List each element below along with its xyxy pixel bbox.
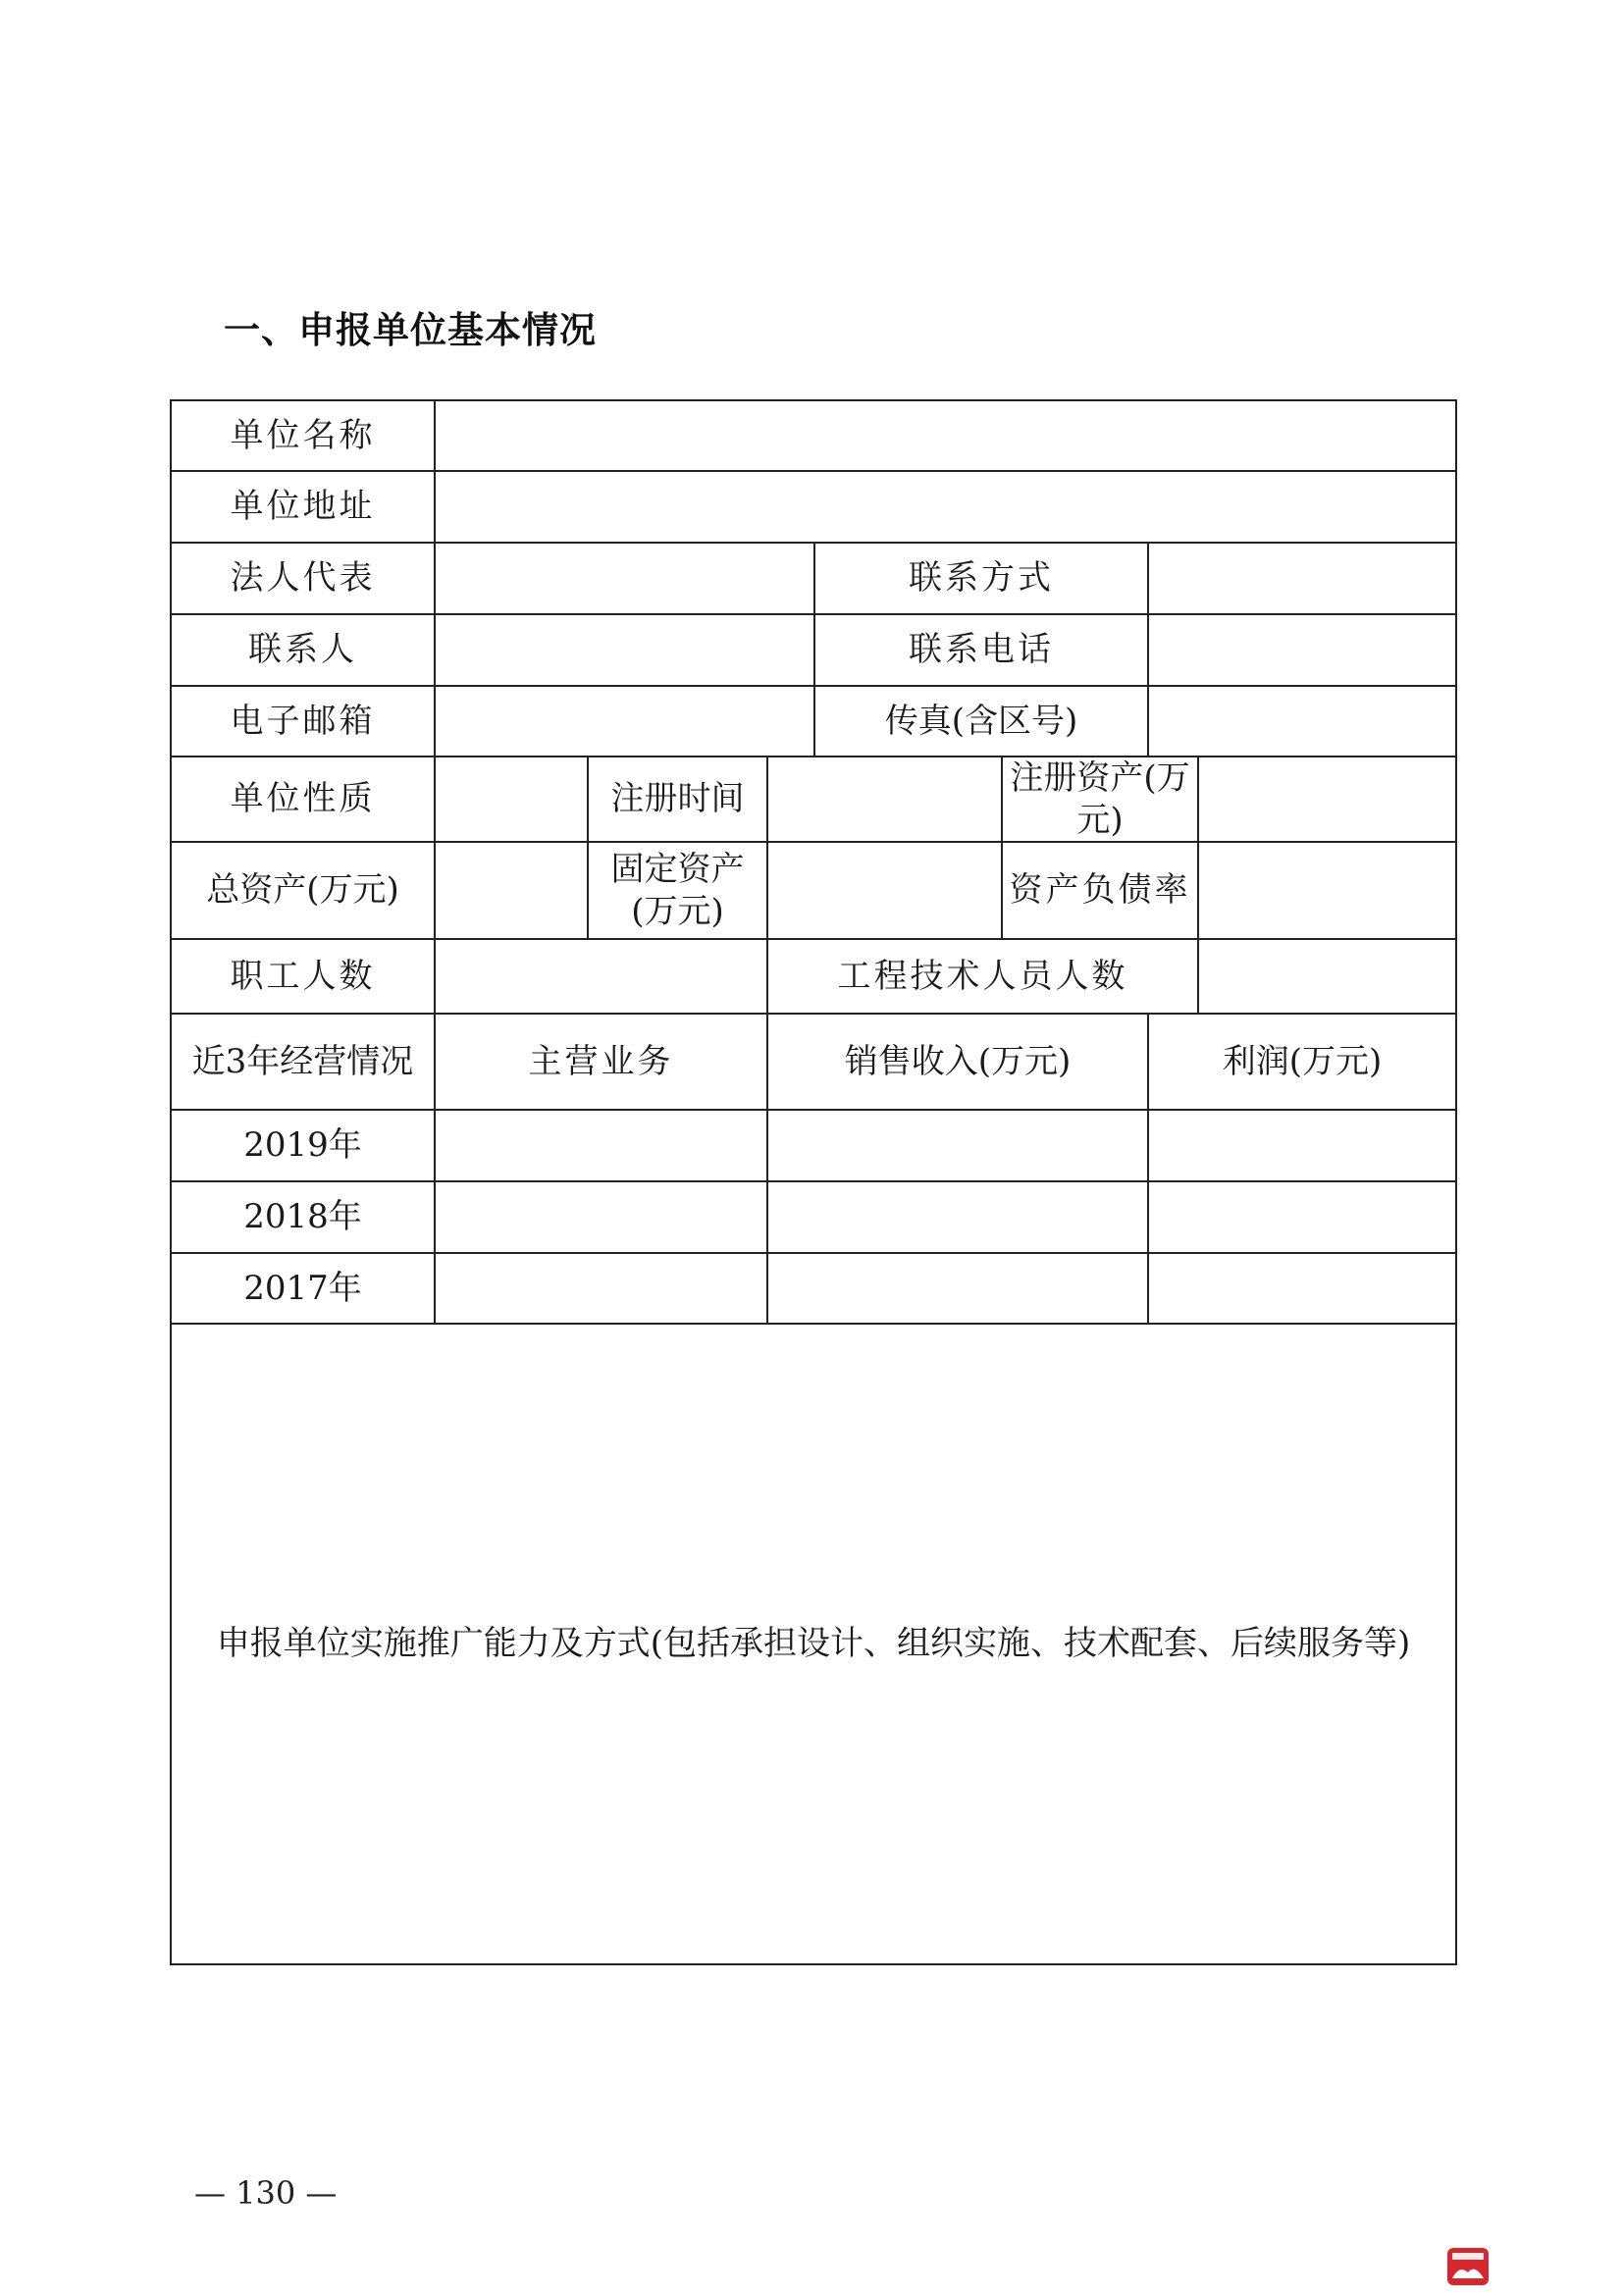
row-contact-person <box>171 614 1456 686</box>
field-sales-2017[interactable] <box>767 1253 1148 1324</box>
label-promotion: 申报单位实施推广能力及方式(包括承担设计、组织实施、技术配套、后续服务等) <box>216 1624 1411 1664</box>
label-tech-staff: 工程技术人员人数 <box>767 939 1198 1014</box>
label-recent-ops: 近3年经营情况 <box>171 1014 435 1110</box>
field-unit-nature[interactable] <box>435 757 588 842</box>
label-email: 电子邮箱 <box>171 686 435 757</box>
field-main-business-2018[interactable] <box>435 1181 767 1253</box>
field-contact-person[interactable] <box>435 614 814 686</box>
seal-stamp-icon <box>1446 2247 1490 2286</box>
label-fixed-assets-line1: 固定资产 <box>610 850 745 889</box>
field-contact-phone[interactable] <box>1148 614 1456 686</box>
label-unit-address: 单位地址 <box>171 471 435 543</box>
label-contact-phone: 联系电话 <box>814 614 1148 686</box>
basic-info-table <box>170 399 1457 1965</box>
row-ops-header <box>171 1014 1456 1110</box>
field-sales-2019[interactable] <box>767 1110 1148 1181</box>
row-promotion <box>171 1324 1456 1964</box>
field-tech-staff[interactable] <box>1198 939 1456 1014</box>
header-main-business: 主营业务 <box>435 1014 767 1110</box>
field-debt-ratio[interactable] <box>1198 842 1456 939</box>
row-email <box>171 686 1456 757</box>
label-unit-nature: 单位性质 <box>171 757 435 842</box>
field-email[interactable] <box>435 686 814 757</box>
label-debt-ratio: 资产负债率 <box>1002 842 1198 939</box>
label-fax: 传真(含区号) <box>814 686 1148 757</box>
field-profit-2017[interactable] <box>1148 1253 1456 1324</box>
label-employees: 职工人数 <box>171 939 435 1014</box>
label-reg-time: 注册时间 <box>588 757 767 842</box>
header-sales-revenue: 销售收入(万元) <box>767 1014 1148 1110</box>
field-sales-2018[interactable] <box>767 1181 1148 1253</box>
row-employees <box>171 939 1456 1014</box>
field-promotion-capability[interactable] <box>171 1324 1456 1964</box>
field-fixed-assets[interactable] <box>767 842 1002 939</box>
field-total-assets[interactable] <box>435 842 588 939</box>
field-main-business-2019[interactable] <box>435 1110 767 1181</box>
field-reg-capital[interactable] <box>1198 757 1456 842</box>
field-unit-name[interactable] <box>435 400 1456 471</box>
field-unit-address[interactable] <box>435 471 1456 543</box>
label-contact-method: 联系方式 <box>814 543 1148 614</box>
label-contact-person: 联系人 <box>171 614 435 686</box>
label-reg-capital: 注册资产(万元) <box>1002 757 1198 842</box>
row-year-2017 <box>171 1253 1456 1324</box>
row-legal-rep <box>171 543 1456 614</box>
field-employees[interactable] <box>435 939 767 1014</box>
label-unit-name: 单位名称 <box>171 400 435 471</box>
label-fixed-assets-line2: (万元) <box>631 891 724 931</box>
section-title: 一、申报单位基本情况 <box>224 309 597 351</box>
row-total-assets <box>171 842 1456 939</box>
label-year: 2017年 <box>171 1253 435 1324</box>
header-profit: 利润(万元) <box>1148 1014 1456 1110</box>
field-reg-time[interactable] <box>767 757 1002 842</box>
field-contact-method[interactable] <box>1148 543 1456 614</box>
field-profit-2018[interactable] <box>1148 1181 1456 1253</box>
row-unit-address <box>171 471 1456 543</box>
row-year-2019 <box>171 1110 1456 1181</box>
label-total-assets: 总资产(万元) <box>171 842 435 939</box>
label-year: 2018年 <box>171 1181 435 1253</box>
label-fixed-assets <box>588 842 767 939</box>
label-legal-rep: 法人代表 <box>171 543 435 614</box>
row-unit-nature <box>171 757 1456 842</box>
field-legal-rep[interactable] <box>435 543 814 614</box>
row-unit-name <box>171 400 1456 471</box>
field-main-business-2017[interactable] <box>435 1253 767 1324</box>
page-number: — 130 — <box>194 2174 338 2212</box>
row-year-2018 <box>171 1181 1456 1253</box>
field-fax[interactable] <box>1148 686 1456 757</box>
field-profit-2019[interactable] <box>1148 1110 1456 1181</box>
label-year: 2019年 <box>171 1110 435 1181</box>
